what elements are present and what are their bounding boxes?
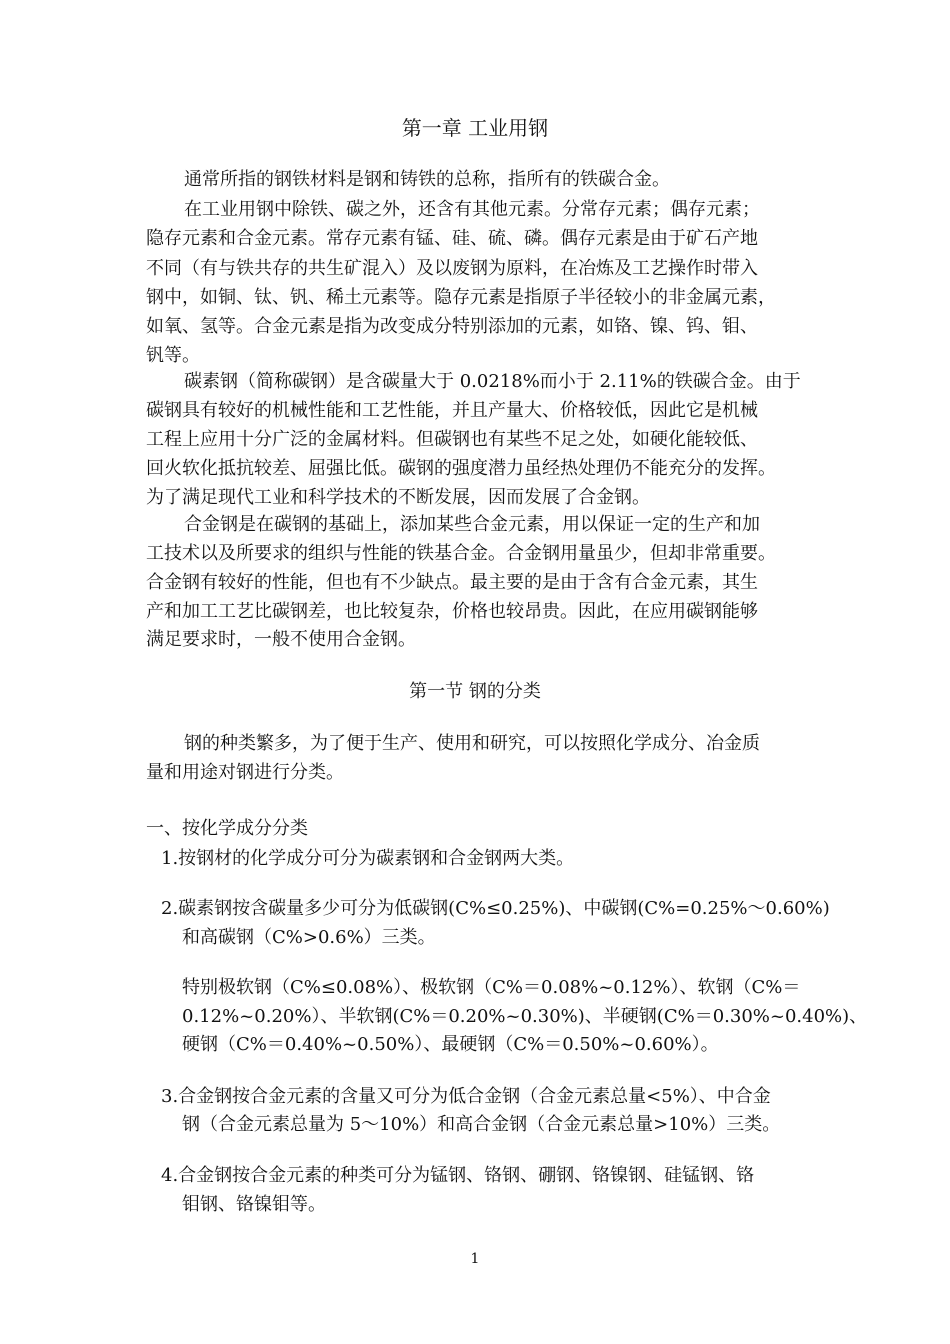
paragraph-line: 产和加工工艺比碳钢差，也比较复杂，价格也较昂贵。因此，在应用碳钢能够 xyxy=(146,601,758,622)
paragraph-line: 工程上应用十分广泛的金属材料。但碳钢也有某些不足之处，如硬化能较低、 xyxy=(146,429,758,450)
paragraph-line: 如氧、氢等。合金元素是指为改变成分特别添加的元素，如铬、镍、钨、钼、 xyxy=(146,316,758,337)
paragraph-line: 钢的种类繁多，为了便于生产、使用和研究，可以按照化学成分、冶金质 xyxy=(184,733,760,754)
paragraph-line: 为了满足现代工业和科学技术的不断发展，因而发展了合金钢。 xyxy=(146,487,650,508)
list-item-continuation: 钢（合金元素总量为 5～10%）和高合金钢（合金元素总量>10%）三类。 xyxy=(182,1114,781,1135)
paragraph-line: 工技术以及所要求的组织与性能的铁基合金。合金钢用量虽少，但却非常重要。 xyxy=(146,543,776,564)
list-item-detail: 硬钢（C%＝0.40%~0.50%）、最硬钢（C%＝0.50%~0.60%）。 xyxy=(182,1034,719,1055)
paragraph-line: 不同（有与铁共存的共生矿混入）及以废钢为原料，在冶炼及工艺操作时带入 xyxy=(146,258,758,279)
paragraph-line: 钒等。 xyxy=(146,345,200,366)
list-item: 2.碳素钢按含碳量多少可分为低碳钢(C%≤0.25%)、中碳钢(C%=0.25%～0.60%) xyxy=(161,898,830,919)
paragraph-line: 通常所指的钢铁材料是钢和铸铁的总称，指所有的铁碳合金。 xyxy=(184,169,670,190)
paragraph-line: 量和用途对钢进行分类。 xyxy=(146,762,344,783)
paragraph-line: 回火软化抵抗较差、屈强比低。碳钢的强度潜力虽经热处理仍不能充分的发挥。 xyxy=(146,458,776,479)
paragraph-line: 满足要求时，一般不使用合金钢。 xyxy=(146,629,416,650)
subsection-title: 一、按化学成分分类 xyxy=(146,818,308,839)
list-item: 3.合金钢按合金元素的含量又可分为低合金钢（合金元素总量<5%）、中合金 xyxy=(161,1086,771,1107)
list-item: 1.按钢材的化学成分可分为碳素钢和合金钢两大类。 xyxy=(161,848,575,869)
list-item: 4.合金钢按合金元素的种类可分为锰钢、铬钢、硼钢、铬镍钢、硅锰钢、铬 xyxy=(161,1165,755,1186)
paragraph-line: 合金钢是在碳钢的基础上，添加某些合金元素，用以保证一定的生产和加 xyxy=(184,514,760,535)
paragraph-line: 隐存元素和合金元素。常存元素有锰、硅、硫、磷。偶存元素是由于矿石产地 xyxy=(146,228,758,249)
page-number: 1 xyxy=(470,1251,480,1267)
list-item-continuation: 和高碳钢（C%>0.6%）三类。 xyxy=(182,927,436,948)
section-title: 第一节 钢的分类 xyxy=(409,681,541,702)
list-item-continuation: 钼钢、铬镍钼等。 xyxy=(182,1194,326,1215)
paragraph-line: 合金钢有较好的性能，但也有不少缺点。最主要的是由于含有合金元素，其生 xyxy=(146,572,758,593)
list-item-detail: 0.12%~0.20%）、半软钢(C%＝0.20%~0.30%)、半硬钢(C%＝0.30%~0.40%)、 xyxy=(182,1006,868,1027)
list-item-detail: 特别极软钢（C%≤0.08%）、极软钢（C%＝0.08%~0.12%）、软钢（C%＝ xyxy=(182,977,801,998)
paragraph-line: 钢中，如铜、钛、钒、稀土元素等。隐存元素是指原子半径较小的非金属元素， xyxy=(146,287,776,308)
chapter-title: 第一章 工业用钢 xyxy=(401,116,549,140)
paragraph-line: 碳素钢（简称碳钢）是含碳量大于 0.0218%而小于 2.11%的铁碳合金。由于 xyxy=(184,371,801,392)
paragraph-line: 在工业用钢中除铁、碳之外，还含有其他元素。分常存元素；偶存元素； xyxy=(184,199,760,220)
paragraph-line: 碳钢具有较好的机械性能和工艺性能，并且产量大、价格较低，因此它是机械 xyxy=(146,400,758,421)
